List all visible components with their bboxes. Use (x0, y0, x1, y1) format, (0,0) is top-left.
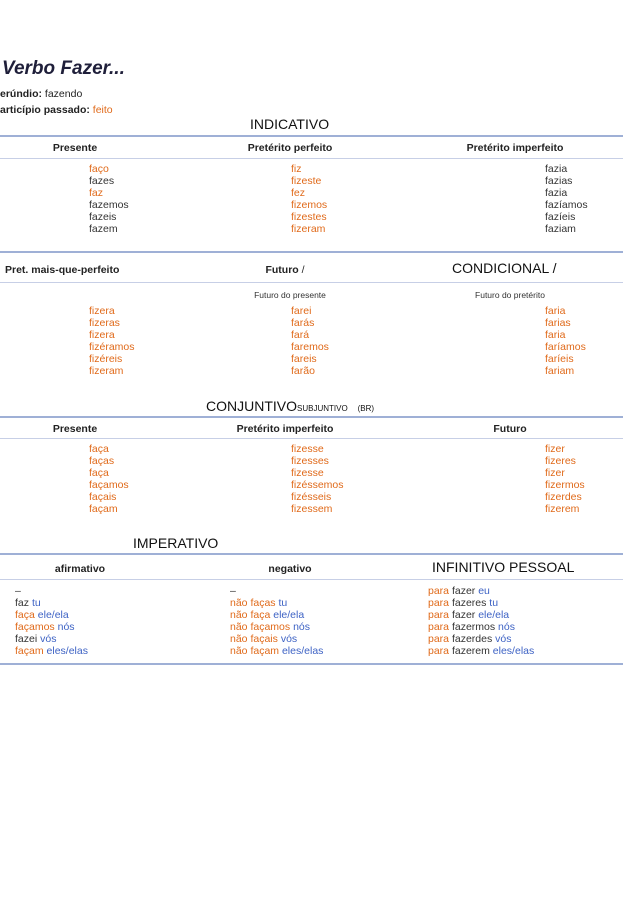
ind-futuro-verb: farás (291, 317, 315, 329)
imperativo-label: IMPERATIVO (133, 535, 219, 551)
neg-pronoun: eles/elas (281, 645, 324, 657)
inf-pronoun: eu (478, 585, 490, 597)
participle-value: feito (92, 104, 113, 116)
gerund-label: erúndio: (0, 88, 42, 100)
inf-pronoun: ele/ela (478, 609, 510, 621)
divider (0, 438, 623, 439)
inf-para: para (428, 621, 450, 633)
neg-verb: façam (250, 645, 280, 657)
ind-perfeito-header: Pretérito perfeito (247, 142, 333, 154)
ind-mqp-header: Pret. mais-que-perfeito (5, 264, 120, 276)
ind-mqp-verb: fizera (89, 329, 115, 341)
divider (0, 282, 623, 283)
condicional-verb: faria (545, 305, 566, 317)
infinitivo-row (428, 645, 534, 658)
neg-pronoun: ele/ela (273, 609, 305, 621)
imp-pronoun: tu (31, 597, 41, 609)
conj-presente-verb: façam (89, 503, 118, 515)
imp-verb: faça (15, 609, 35, 621)
inf-pronoun: vós (495, 633, 512, 645)
imp-verb: fazei (15, 633, 38, 645)
afirmativo-row (15, 645, 88, 658)
conjuntivo-label (206, 398, 374, 414)
neg-nao: não (230, 621, 248, 633)
futuro-presente-sub: Futuro do presente (254, 290, 326, 300)
inf-para: para (428, 645, 450, 657)
ind-imperfeito-verb: fazíeis (545, 211, 576, 223)
conj-presente-verb: façais (89, 491, 117, 503)
infinitivo-label: INFINITIVO PESSOAL (432, 559, 575, 575)
imp-verb: façamos (15, 621, 55, 633)
divider (0, 579, 623, 580)
ind-futuro-verb: farão (291, 365, 315, 377)
divider (0, 158, 623, 159)
imp-pronoun: eles/elas (46, 645, 88, 657)
conj-presente-header: Presente (52, 423, 98, 435)
conj-imperfeito-verb: fizesse (291, 467, 324, 479)
participle-line (0, 104, 113, 116)
conj-futuro-header: Futuro (493, 423, 527, 435)
ind-perfeito-verb: fizemos (291, 199, 328, 211)
condicional-label: CONDICIONAL / (452, 260, 557, 276)
condicional-verb: faríamos (545, 341, 586, 353)
ind-imperfeito-header: Pretérito imperfeito (466, 142, 564, 154)
neg-pronoun: nós (293, 621, 310, 633)
ind-presente-verb: fazem (89, 223, 118, 235)
inf-para: para (428, 609, 450, 621)
imp-pronoun: nós (57, 621, 75, 633)
imp-pronoun: ele/ela (37, 609, 69, 621)
ind-mqp-verb: fizera (89, 305, 115, 317)
conj-futuro-verb: fizeres (545, 455, 576, 467)
negativo-row (230, 645, 323, 658)
br-text: (BR) (357, 404, 375, 413)
neg-pronoun: tu (278, 597, 288, 609)
conj-presente-verb: faça (89, 443, 109, 455)
conj-futuro-verb: fizer (545, 443, 565, 455)
imp-verb: – (15, 585, 21, 597)
gerund-line (0, 88, 82, 100)
ind-presente-verb: faz (89, 187, 104, 199)
ind-perfeito-verb: fizestes (291, 211, 327, 223)
conj-futuro-verb: fizermos (545, 479, 585, 491)
condicional-verb: faríeis (545, 353, 574, 365)
ind-futuro-header (245, 264, 325, 276)
ind-presente-verb: faço (89, 163, 109, 175)
conj-imperfeito-verb: fizéssemos (291, 479, 344, 491)
futuro-preterito-sub: Futuro do pretérito (475, 290, 545, 300)
ind-imperfeito-verb: faziam (545, 223, 576, 235)
indicativo-rule (0, 135, 623, 137)
condicional-verb: fariam (545, 365, 575, 377)
ind-presente-verb: fazes (89, 175, 115, 187)
ind-presente-verb: fazemos (89, 199, 129, 211)
ind-mqp-verb: fizeras (89, 317, 120, 329)
ind-mqp-verb: fizeram (89, 365, 124, 377)
conj-imperfeito-verb: fizessem (291, 503, 333, 515)
subjuntivo-text: SUBJUNTIVO (297, 404, 348, 413)
inf-para: para (428, 585, 450, 597)
neg-verb: façamos (250, 621, 291, 633)
neg-verb: façais (250, 633, 278, 645)
divider (0, 663, 623, 665)
ind-mqp-verb: fizéreis (89, 353, 123, 365)
page-title: Verbo Fazer... (2, 58, 125, 79)
ind-imperfeito-verb: fazia (545, 163, 568, 175)
conj-futuro-verb: fizerdes (545, 491, 582, 503)
ind-imperfeito-verb: fazias (545, 175, 573, 187)
neg-verb: – (230, 585, 236, 597)
inf-verb: fazeres (451, 597, 487, 609)
inf-pronoun: eles/elas (492, 645, 535, 657)
ind-perfeito-verb: fez (291, 187, 306, 199)
ind-imperfeito-verb: fazia (545, 187, 568, 199)
conjuntivo-text: CONJUNTIVO (206, 398, 297, 414)
inf-verb: fazerem (451, 645, 490, 657)
gerund-value: fazendo (44, 88, 83, 100)
divider (0, 251, 623, 253)
ind-futuro-verb: fareis (291, 353, 317, 365)
inf-verb: fazermos (451, 621, 496, 633)
ind-presente-verb: fazeis (89, 211, 117, 223)
conj-presente-verb: faças (89, 455, 115, 467)
imp-verb: façam (15, 645, 44, 657)
conj-futuro-verb: fizer (545, 467, 565, 479)
afirmativo-header: afirmativo (54, 563, 106, 575)
neg-nao: não (230, 597, 248, 609)
neg-nao: não (230, 633, 248, 645)
neg-verb: faça (250, 609, 271, 621)
condicional-verb: faria (545, 329, 566, 341)
inf-para: para (428, 633, 450, 645)
inf-verb: fazerdes (451, 633, 493, 645)
ind-perfeito-verb: fiz (291, 163, 302, 175)
neg-nao: não (230, 609, 248, 621)
ind-perfeito-verb: fizeste (291, 175, 322, 187)
conj-futuro-verb: fizerem (545, 503, 580, 515)
inf-pronoun: nós (498, 621, 515, 633)
divider (0, 553, 623, 555)
futuro-slash: / (301, 264, 305, 276)
divider (0, 416, 623, 418)
ind-presente-header: Presente (52, 142, 98, 154)
negativo-header: negativo (268, 563, 312, 575)
ind-mqp-verb: fizéramos (89, 341, 135, 353)
futuro-header-text: Futuro (265, 264, 299, 276)
conj-imperfeito-verb: fizésseis (291, 491, 332, 503)
ind-futuro-verb: farei (291, 305, 312, 317)
imp-verb: faz (15, 597, 30, 609)
ind-futuro-verb: faremos (291, 341, 329, 353)
ind-perfeito-verb: fizeram (291, 223, 326, 235)
neg-nao: não (230, 645, 248, 657)
inf-verb: fazer (451, 609, 476, 621)
neg-verb: faças (250, 597, 276, 609)
conj-presente-verb: façamos (89, 479, 129, 491)
participle-label: articípio passado: (0, 104, 90, 116)
neg-pronoun: vós (280, 633, 298, 645)
inf-para: para (428, 597, 450, 609)
conj-imperfeito-verb: fizesse (291, 443, 324, 455)
inf-pronoun: tu (489, 597, 499, 609)
conj-imperfeito-header: Pretérito imperfeito (236, 423, 334, 435)
ind-imperfeito-verb: fazíamos (545, 199, 588, 211)
ind-futuro-verb: fará (291, 329, 310, 341)
conj-presente-verb: faça (89, 467, 109, 479)
indicativo-label: INDICATIVO (250, 116, 330, 132)
condicional-verb: farias (545, 317, 571, 329)
inf-verb: fazer (451, 585, 476, 597)
imp-pronoun: vós (40, 633, 57, 645)
conj-imperfeito-verb: fizesses (291, 455, 329, 467)
